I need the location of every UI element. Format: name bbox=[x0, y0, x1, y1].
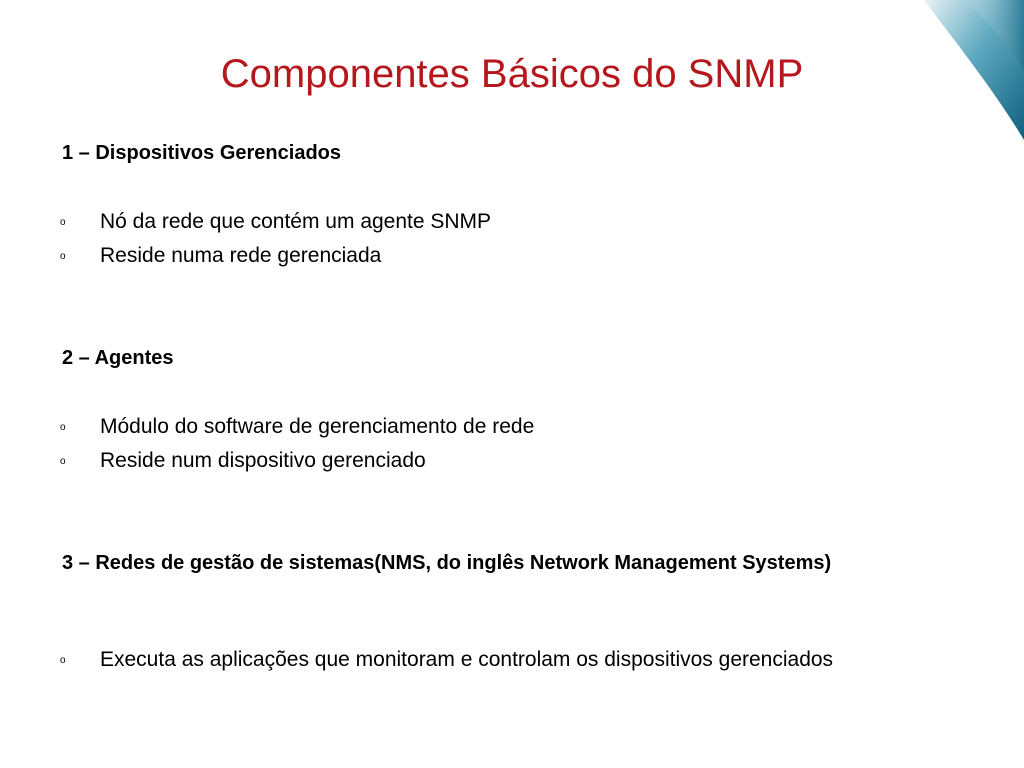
bullet-marker-icon: o bbox=[60, 655, 66, 666]
bullet-text: Reside numa rede gerenciada bbox=[100, 244, 382, 267]
slide-title: Componentes Básicos do SNMP bbox=[220, 52, 804, 96]
list-item bbox=[62, 413, 902, 440]
bullet-marker-icon: o bbox=[60, 456, 66, 467]
list-item bbox=[62, 208, 902, 235]
list-item bbox=[62, 242, 902, 269]
bullet-marker-icon: o bbox=[60, 251, 66, 262]
section-heading-dispositivos: 1 – Dispositivos Gerenciados bbox=[62, 142, 341, 164]
list-item bbox=[62, 646, 902, 673]
list-item bbox=[62, 447, 902, 474]
section-heading-agentes: 2 – Agentes bbox=[62, 347, 174, 369]
bullet-marker-icon: o bbox=[60, 217, 66, 228]
bullet-text: Reside num dispositivo gerenciado bbox=[100, 449, 426, 472]
bullet-text: Módulo do software de gerenciamento de rede bbox=[100, 415, 535, 438]
bullet-text: Executa as aplicações que monitoram e controlam os dispositivos gerenciados bbox=[100, 648, 834, 671]
bullet-marker-icon: o bbox=[60, 422, 66, 433]
bullet-text: Nó da rede que contém um agente SNMP bbox=[100, 210, 492, 233]
section-heading-nms: 3 – Redes de gestão de sistemas(NMS, do inglês Network Management Systems) bbox=[62, 552, 832, 574]
